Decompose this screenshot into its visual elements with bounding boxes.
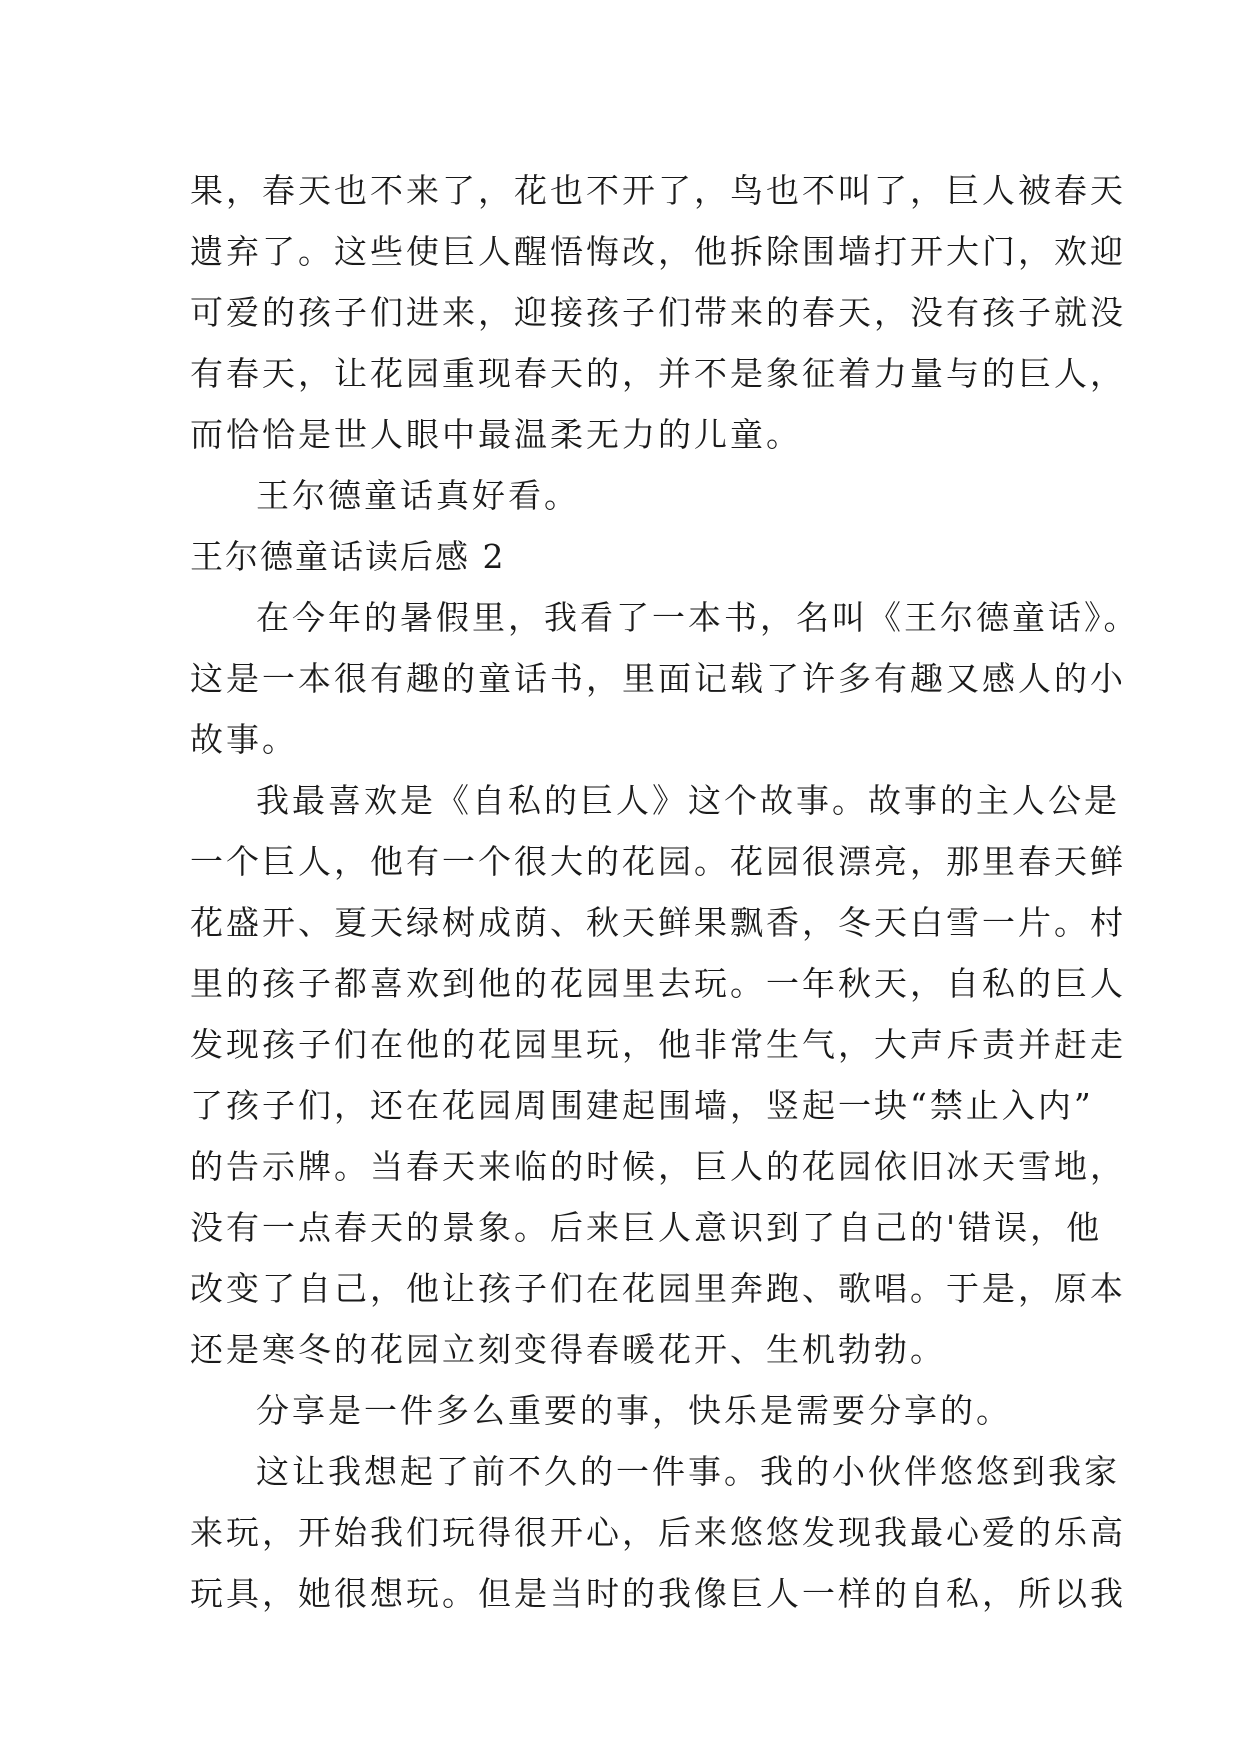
text-line: 没有一点春天的景象。后来巨人意识到了自己的'错误，他 — [190, 1208, 1103, 1247]
text-line: 改变了自己，他让孩子们在花园里奔跑、歌唱。于是，原本 — [190, 1269, 1126, 1308]
text-line: 故事。 — [190, 720, 298, 759]
paragraph-first-line: 这让我想起了前不久的一件事。我的小伙伴悠悠到我家 — [256, 1452, 1120, 1491]
text-line: 遗弃了。这些使巨人醒悟悔改，他拆除围墙打开大门，欢迎 — [190, 232, 1126, 271]
text-line: 里的孩子都喜欢到他的花园里去玩。一年秋天，自私的巨人 — [190, 964, 1126, 1003]
text-line: 玩具，她很想玩。但是当时的我像巨人一样的自私，所以我 — [190, 1574, 1126, 1613]
paragraph-first-line: 分享是一件多么重要的事，快乐是需要分享的。 — [256, 1391, 1012, 1430]
text-line: 而恰恰是世人眼中最温柔无力的儿童。 — [190, 415, 802, 454]
paragraph-first-line: 在今年的暑假里，我看了一本书，名叫《王尔德童话》。 — [256, 598, 1140, 637]
text-line: 一个巨人，他有一个很大的花园。花园很漂亮，那里春天鲜 — [190, 842, 1126, 881]
paragraph-first-line: 王尔德童话真好看。 — [256, 476, 580, 515]
text-line: 发现孩子们在他的花园里玩，他非常生气，大声斥责并赶走 — [190, 1025, 1126, 1064]
text-line: 了孩子们，还在花园周围建起围墙，竖起一块“禁止入内” — [190, 1086, 1094, 1125]
text-line: 有春天，让花园重现春天的，并不是象征着力量与的巨人， — [190, 354, 1126, 393]
text-line: 来玩，开始我们玩得很开心，后来悠悠发现我最心爱的乐高 — [190, 1513, 1126, 1552]
text-line: 花盛开、夏天绿树成荫、秋天鲜果飘香，冬天白雪一片。村 — [190, 903, 1126, 942]
text-line: 果，春天也不来了，花也不开了，鸟也不叫了，巨人被春天 — [190, 171, 1126, 210]
document-body — [190, 160, 1140, 1624]
section-heading: 王尔德童话读后感 2 — [190, 537, 506, 576]
text-line: 可爱的孩子们进来，迎接孩子们带来的春天，没有孩子就没 — [190, 293, 1126, 332]
text-line: 还是寒冬的花园立刻变得春暖花开、生机勃勃。 — [190, 1330, 946, 1369]
paragraph-first-line: 我最喜欢是《自私的巨人》这个故事。故事的主人公是 — [256, 781, 1120, 820]
text-line: 的告示牌。当春天来临的时候，巨人的花园依旧冰天雪地， — [190, 1147, 1126, 1186]
text-line: 这是一本很有趣的童话书，里面记载了许多有趣又感人的小 — [190, 659, 1126, 698]
